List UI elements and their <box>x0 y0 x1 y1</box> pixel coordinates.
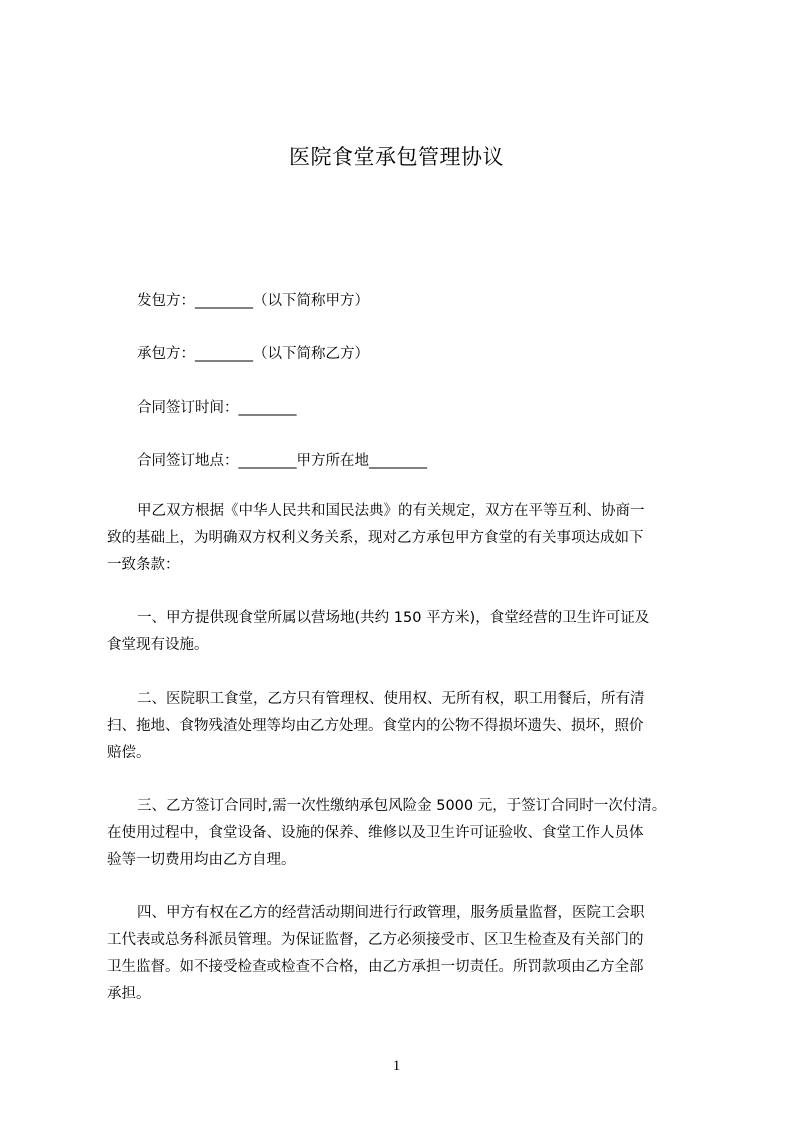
paragraph-line: 一致条款： <box>107 557 180 573</box>
paragraph-preamble <box>107 498 703 579</box>
paragraph-line: 承担。 <box>107 986 151 1002</box>
party-a-field: 发包方：________（以下简称甲方） <box>137 293 369 309</box>
paragraph-line: 食堂现有设施。 <box>107 637 209 653</box>
paragraph-clause-4 <box>107 900 703 1008</box>
paragraph-line: 在使用过程中，食堂设备、设施的保养、维修以及卫生许可证验收、食堂工作人员体 <box>107 825 644 841</box>
paragraph-line: 验等一切费用均由乙方自理。 <box>107 852 296 868</box>
paragraph-line: 工代表或总务科派员管理。为保证监督，乙方必须接受市、区卫生检查及有关部门的 <box>107 932 644 948</box>
paragraph-line: 甲乙双方根据《中华人民共和国民法典》的有关规定，双方在平等互利、协商一 <box>137 503 645 519</box>
paragraph-line: 三、乙方签订合同时,需一次性缴纳承包风险金 5000 元，于签订合同时一次付清。 <box>137 798 667 814</box>
page-number: 1 <box>392 1058 401 1074</box>
sign-place-field: 合同签订地点：________甲方所在地________ <box>137 453 427 469</box>
paragraph-line: 赔偿。 <box>107 745 151 761</box>
paragraph-line: 一、甲方提供现食堂所属以营场地(共约 150 平方米)，食堂经营的卫生许可证及 <box>137 610 650 626</box>
paragraph-line: 致的基础上，为明确双方权利义务关系，现对乙方承包甲方食堂的有关事项达成如下 <box>107 530 644 546</box>
paragraph-line: 卫生监督。如不接受检查或检查不合格，由乙方承担一切责任。所罚款项由乙方全部 <box>107 959 644 975</box>
paragraph-clause-2 <box>107 686 703 767</box>
paragraph-line: 二、医院职工食堂，乙方只有管理权、使用权、无所有权，职工用餐后，所有清 <box>137 691 645 707</box>
paragraph-line: 四、甲方有权在乙方的经营活动期间进行行政管理，服务质量监督，医院工会职 <box>137 905 645 921</box>
paragraph-clause-3 <box>107 793 703 874</box>
paragraph-clause-1 <box>107 605 703 659</box>
document-title: 医院食堂承包管理协议 <box>289 145 504 169</box>
sign-time-field: 合同签订时间：________ <box>137 400 297 416</box>
paragraph-line: 扫、拖地、食物残渣处理等均由乙方处理。食堂内的公物不得损坏遗失、损坏，照价 <box>107 718 644 734</box>
party-b-field: 承包方：________（以下简称乙方） <box>137 346 369 362</box>
